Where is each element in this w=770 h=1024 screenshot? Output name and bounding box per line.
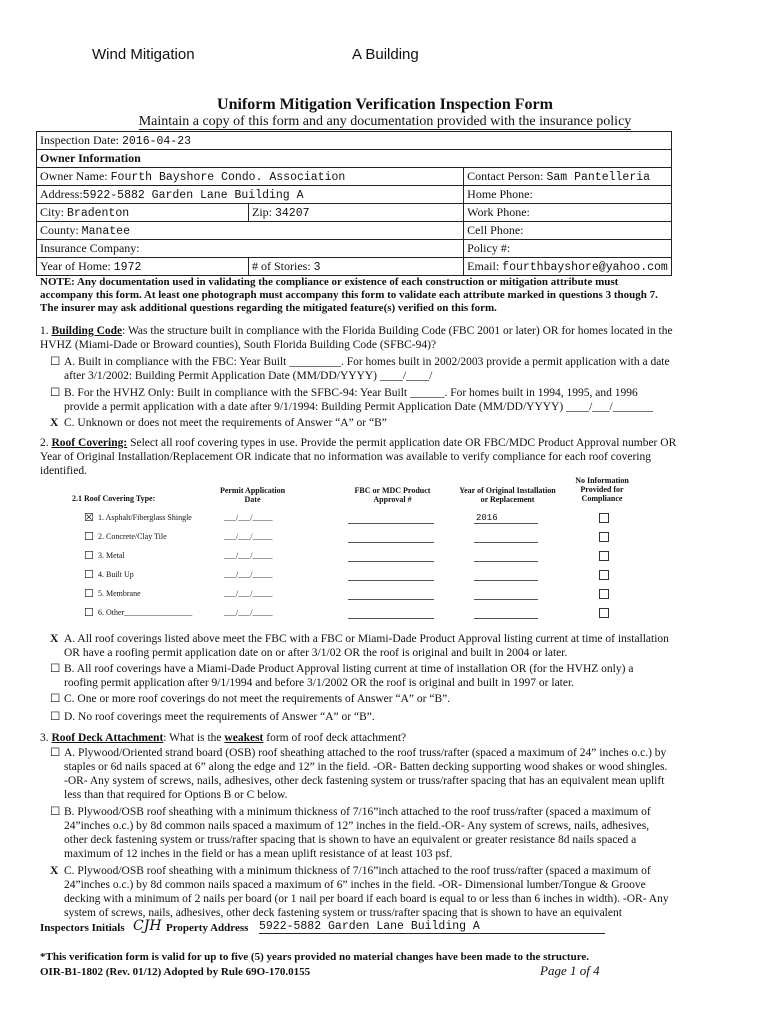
q2-option-a-checkbox[interactable]: X — [50, 633, 59, 645]
q3-title: Roof Deck Attachment — [51, 732, 164, 744]
q3-weakest: weakest — [224, 732, 264, 744]
city-label: City: — [40, 205, 65, 219]
q1-text — [40, 324, 680, 352]
zip-label: Zip: — [252, 205, 272, 219]
q3-body-post: form of roof deck attachment? — [263, 732, 407, 744]
roof-row-year-line — [474, 542, 538, 543]
q2-option-b[interactable] — [50, 662, 670, 690]
address-value[interactable]: 5922-5882 Garden Lane Building A — [82, 189, 304, 202]
city-row — [37, 204, 672, 222]
zip-cell — [249, 204, 464, 222]
inspection-date-value[interactable]: 2016-04-23 — [121, 135, 191, 148]
roof-col-permit: Permit Application Date — [219, 486, 286, 504]
q2-option-d-checkbox[interactable]: ☐ — [50, 711, 61, 723]
subtitle-text: Maintain a copy of this form and any documentation provided with the insurance policy — [138, 114, 632, 129]
q2-option-b-checkbox[interactable]: ☐ — [50, 663, 61, 675]
q2-num: 2. — [40, 437, 49, 449]
header-left: Wind Mitigation — [92, 46, 195, 63]
form-title: Uniform Mitigation Verification Inspection Form — [217, 96, 553, 113]
home-phone-cell[interactable] — [464, 186, 672, 204]
email-cell — [464, 258, 672, 276]
city-cell — [37, 204, 249, 222]
roof-row-label: 3. Metal — [98, 551, 125, 560]
roof-row-permit-date[interactable]: ___/___/_____ — [224, 570, 273, 579]
q2-option-c[interactable] — [50, 692, 670, 706]
q1-option-a-checkbox[interactable]: ☐ — [50, 356, 61, 368]
roof-row-noinfo-checkbox[interactable] — [599, 532, 609, 542]
roof-row-year-line — [474, 618, 538, 619]
insurance-row — [37, 240, 672, 258]
roof-row-label: 4. Built Up — [98, 570, 134, 579]
header-right: A Building — [352, 46, 419, 63]
roof-row-permit-date[interactable]: ___/___/_____ — [224, 513, 273, 522]
q1-num: 1. — [40, 325, 49, 337]
roof-row-fbc-line[interactable] — [348, 580, 434, 581]
q3-option-b-text: B. Plywood/OSB roof sheathing with a minimum thickness of 7/16”inch attached to the roof truss/rafter (spaced a maximum of 24”inches o.c.) by 8d common nails spaced a maximum of 12” inches in the field.-OR- Any system of screws, nails, adhesives, other deck fastening system or truss/rafter spacing that is shown to have an equivalent or greater resistance 8d nails spaced a maximum of 12 inches in the field or has a mean uplift resistance of at least 103 psf. — [64, 806, 651, 860]
roof-row-year-line — [474, 523, 538, 524]
city-value[interactable]: Bradenton — [67, 207, 130, 220]
year-value[interactable]: 1972 — [113, 261, 142, 274]
email-label: Email: — [467, 259, 500, 273]
roof-row-fbc-line[interactable] — [348, 542, 434, 543]
roof-row-permit-date[interactable]: ___/___/_____ — [224, 589, 273, 598]
owner-info-row — [37, 150, 672, 168]
property-address-label: Property Address — [166, 922, 249, 934]
q3-option-a-checkbox[interactable]: ☐ — [50, 747, 61, 759]
cell-phone-cell[interactable] — [464, 222, 672, 240]
q2-body: Select all roof covering types in use. Provide the permit application date OR FBC/MDC Product Approval number OR Year of Original Installation/Replacement OR indicate that no information was available to verify compliance for each roof covering identified. — [40, 437, 677, 477]
q3-body-pre: : What is the — [163, 732, 225, 744]
roof-row-fbc-line[interactable] — [348, 599, 434, 600]
roof-row-fbc-line[interactable] — [348, 523, 434, 524]
q3-text — [40, 731, 680, 745]
roof-row-fbc-line[interactable] — [348, 618, 434, 619]
roof-row-noinfo-checkbox[interactable] — [599, 570, 609, 580]
address-cell — [37, 186, 464, 204]
roof-row-permit-date[interactable]: ___/___/_____ — [224, 532, 273, 541]
email-value[interactable]: fourthbayshore@yahoo.com — [502, 261, 668, 274]
q2-option-a-text: A. All roof coverings listed above meet the FBC with a FBC or Miami-Dade Product Approval listing current at time of installation OR have a roofing permit application date on or after 3/1/02 OR the roof is original and built in 2004 or later. — [64, 633, 669, 659]
q1-option-c[interactable] — [50, 416, 670, 430]
owner-name-label: Owner Name: — [40, 169, 108, 183]
roof-row-label: 6. Other_________________ — [98, 608, 193, 617]
inspector-initials-label: Inspectors Initials — [40, 922, 125, 934]
stories-cell — [249, 258, 464, 276]
year-cell — [37, 258, 249, 276]
home-phone-label: Home Phone: — [467, 187, 533, 201]
inspector-initials-signature[interactable]: CJH — [133, 918, 162, 934]
policy-cell[interactable] — [464, 240, 672, 258]
work-phone-label: Work Phone: — [467, 205, 530, 219]
roof-row-permit-date[interactable]: ___/___/_____ — [224, 608, 273, 617]
cell-phone-label: Cell Phone: — [467, 223, 524, 237]
inspection-date-cell — [37, 132, 672, 150]
q3-option-a[interactable] — [50, 746, 670, 802]
q1-option-a[interactable] — [50, 355, 670, 383]
q3-num: 3. — [40, 732, 49, 744]
contact-cell — [464, 168, 672, 186]
contact-label: Contact Person: — [467, 169, 544, 183]
roof-row-fbc-line[interactable] — [348, 561, 434, 562]
roof-row-checkbox[interactable]: ☐ — [84, 569, 94, 581]
form-id: OIR-B1-1802 (Rev. 01/12) Adopted by Rule 69O-170.0155 — [40, 966, 311, 978]
inspection-date-row — [37, 132, 672, 150]
owner-info-table — [36, 131, 672, 276]
q1-body: : Was the structure built in compliance with the Florida Building Code (FBC 2001 or later) OR for homes located in the HVHZ (Miami-Dade or Broward counties), South Florida Building Code (SFBC-94)? — [40, 325, 673, 351]
stories-value[interactable]: 3 — [313, 261, 321, 274]
owner-info-heading: Owner Information — [37, 150, 672, 168]
q3-option-c-text: C. Plywood/OSB roof sheathing with a minimum thickness of 7/16”inch attached to the roof truss/rafter (spaced a maximum of 24”inches o.c.) by 8d common nails spaced a maximum of 6” inches in the field. -OR- Dimensional lumber/Tongue & Groove decking with a minimum of 2 nails per board (or 1 nail per board if each board is equal to or less than 6 inches in width). -OR- Any system of screws, nails, adhesives, other deck fastening system or truss/rafter spacing that is shown to have an equivalent — [64, 865, 669, 919]
roof-row-year-value[interactable]: 2016 — [476, 513, 498, 523]
form-subtitle — [0, 114, 770, 130]
roof-col-fbc: FBC or MDC Product Approval # — [354, 486, 431, 504]
year-row — [37, 258, 672, 276]
roof-col-noinfo: No Information Provided for Compliance — [575, 476, 629, 503]
q2-option-c-text: C. One or more roof coverings do not meet the requirements of Answer “A” or “B”. — [64, 693, 451, 705]
zip-value[interactable]: 34207 — [275, 207, 310, 220]
q1-option-b-text: B. For the HVHZ Only: Built in compliance with the SFBC-94: Year Built ______. For homes built in 1994, 1995, and 1996 provide a permit application with a date after 9/1/1994: Building Permit Application Date (MM/DD/YYYY) ____/___/_______ — [64, 387, 653, 413]
county-cell — [37, 222, 464, 240]
insurance-cell[interactable] — [37, 240, 464, 258]
q2-title: Roof Covering: — [51, 437, 128, 449]
q3-option-a-text: A. Plywood/Oriented strand board (OSB) roof sheathing attached to the roof truss/rafter (spaced a maximum of 24” inches o.c.) by staples or 6d nails spaced at 6” along the edge and 12” in the field. -OR- Batten decking supporting wood shakes or wood shingles. -OR- Any system of screws, nails, adhesives, other deck fastening system or truss/rafter spacing that has an equivalent mean uplift less than that required for Options B or C below. — [64, 747, 668, 801]
q3-option-b[interactable] — [50, 805, 670, 861]
roof-row-year-line — [474, 561, 538, 562]
page-number: Page 1 of 4 — [540, 963, 600, 978]
q1-title: Building Code — [51, 325, 123, 337]
roof-row-checkbox[interactable]: ☐ — [84, 550, 94, 562]
work-phone-cell[interactable] — [464, 204, 672, 222]
q3-option-c-checkbox[interactable]: X — [50, 865, 59, 877]
roof-row-year-line — [474, 599, 538, 600]
inspection-date-label: Inspection Date: — [40, 133, 119, 147]
q1-option-a-text: A. Built in compliance with the FBC: Year Built _________. For homes built in 2002/2003 provide a permit application with a date after 3/1/2002: Building Permit Application Date (MM/DD/YYYY) ____/____/ — [64, 356, 670, 382]
validity-note: *This verification form is valid for up to five (5) years provided no material changes have been made to the structure. — [40, 951, 590, 963]
roof-row-noinfo-checkbox[interactable] — [599, 608, 609, 618]
insurance-label: Insurance Company: — [40, 241, 140, 255]
property-address-value[interactable]: 5922-5882 Garden Lane Building A — [259, 920, 605, 934]
q1-option-b[interactable] — [50, 386, 670, 414]
stories-label: # of Stories: — [252, 259, 311, 273]
q2-option-d[interactable] — [50, 710, 670, 724]
roof-row-label: 5. Membrane — [98, 589, 141, 598]
q2-option-a[interactable] — [50, 632, 670, 660]
q1-option-c-checkbox[interactable]: X — [50, 417, 59, 429]
roof-row-label: 1. Asphalt/Fiberglass Shingle — [98, 513, 192, 522]
roof-col-type: 2.1 Roof Covering Type: — [72, 494, 156, 503]
roof-row-checkbox[interactable]: ☐ — [84, 588, 94, 600]
q3-option-c[interactable] — [50, 864, 670, 920]
owner-name-value[interactable]: Fourth Bayshore Condo. Association — [110, 171, 346, 184]
address-row — [37, 186, 672, 204]
roof-row-label: 2. Concrete/Clay Tile — [98, 532, 167, 541]
county-label: County: — [40, 223, 79, 237]
roof-col-year: Year of Original Installation or Replacement — [459, 486, 556, 504]
q2-option-b-text: B. All roof coverings have a Miami-Dade Product Approval listing current at time of installation OR (for the HVHZ only) a roofing permit application after 9/1/1994 and before 3/1/2002 OR the roof is original and built in 1997 or later. — [64, 663, 634, 689]
roof-row-checkbox[interactable]: ☐ — [84, 531, 94, 543]
county-value[interactable]: Manatee — [81, 225, 130, 238]
q2-option-c-checkbox[interactable]: ☐ — [50, 693, 61, 705]
note-text: NOTE: Any documentation used in validating the compliance or existence of each construction or mitigation attribute must accompany this form. At least one photograph must accompany this form to validate each attribute marked in questions 3 though 7. The insurer may ask additional questions regarding the mitigated feature(s) verified on this form. — [40, 276, 658, 314]
policy-label: Policy #: — [467, 241, 511, 255]
q3-option-b-checkbox[interactable]: ☐ — [50, 806, 61, 818]
q1-option-c-text: C. Unknown or does not meet the requirements of Answer “A” or “B” — [64, 417, 387, 429]
q2-text — [40, 436, 680, 478]
owner-name-cell — [37, 168, 464, 186]
year-label: Year of Home: — [40, 259, 111, 273]
roof-row-noinfo-checkbox[interactable] — [599, 551, 609, 561]
roof-row-permit-date[interactable]: ___/___/_____ — [224, 551, 273, 560]
roof-row-noinfo-checkbox[interactable] — [599, 589, 609, 599]
roof-row-noinfo-checkbox[interactable] — [599, 513, 609, 523]
roof-row-year-line — [474, 580, 538, 581]
address-label: Address: — [40, 187, 83, 201]
q1-option-b-checkbox[interactable]: ☐ — [50, 387, 61, 399]
county-row — [37, 222, 672, 240]
owner-name-row — [37, 168, 672, 186]
roof-row-checkbox[interactable]: ☒ — [84, 512, 94, 524]
roof-row-checkbox[interactable]: ☐ — [84, 607, 94, 619]
q2-option-d-text: D. No roof coverings meet the requirements of Answer “A” or “B”. — [64, 711, 375, 723]
contact-value[interactable]: Sam Pantelleria — [546, 171, 651, 184]
